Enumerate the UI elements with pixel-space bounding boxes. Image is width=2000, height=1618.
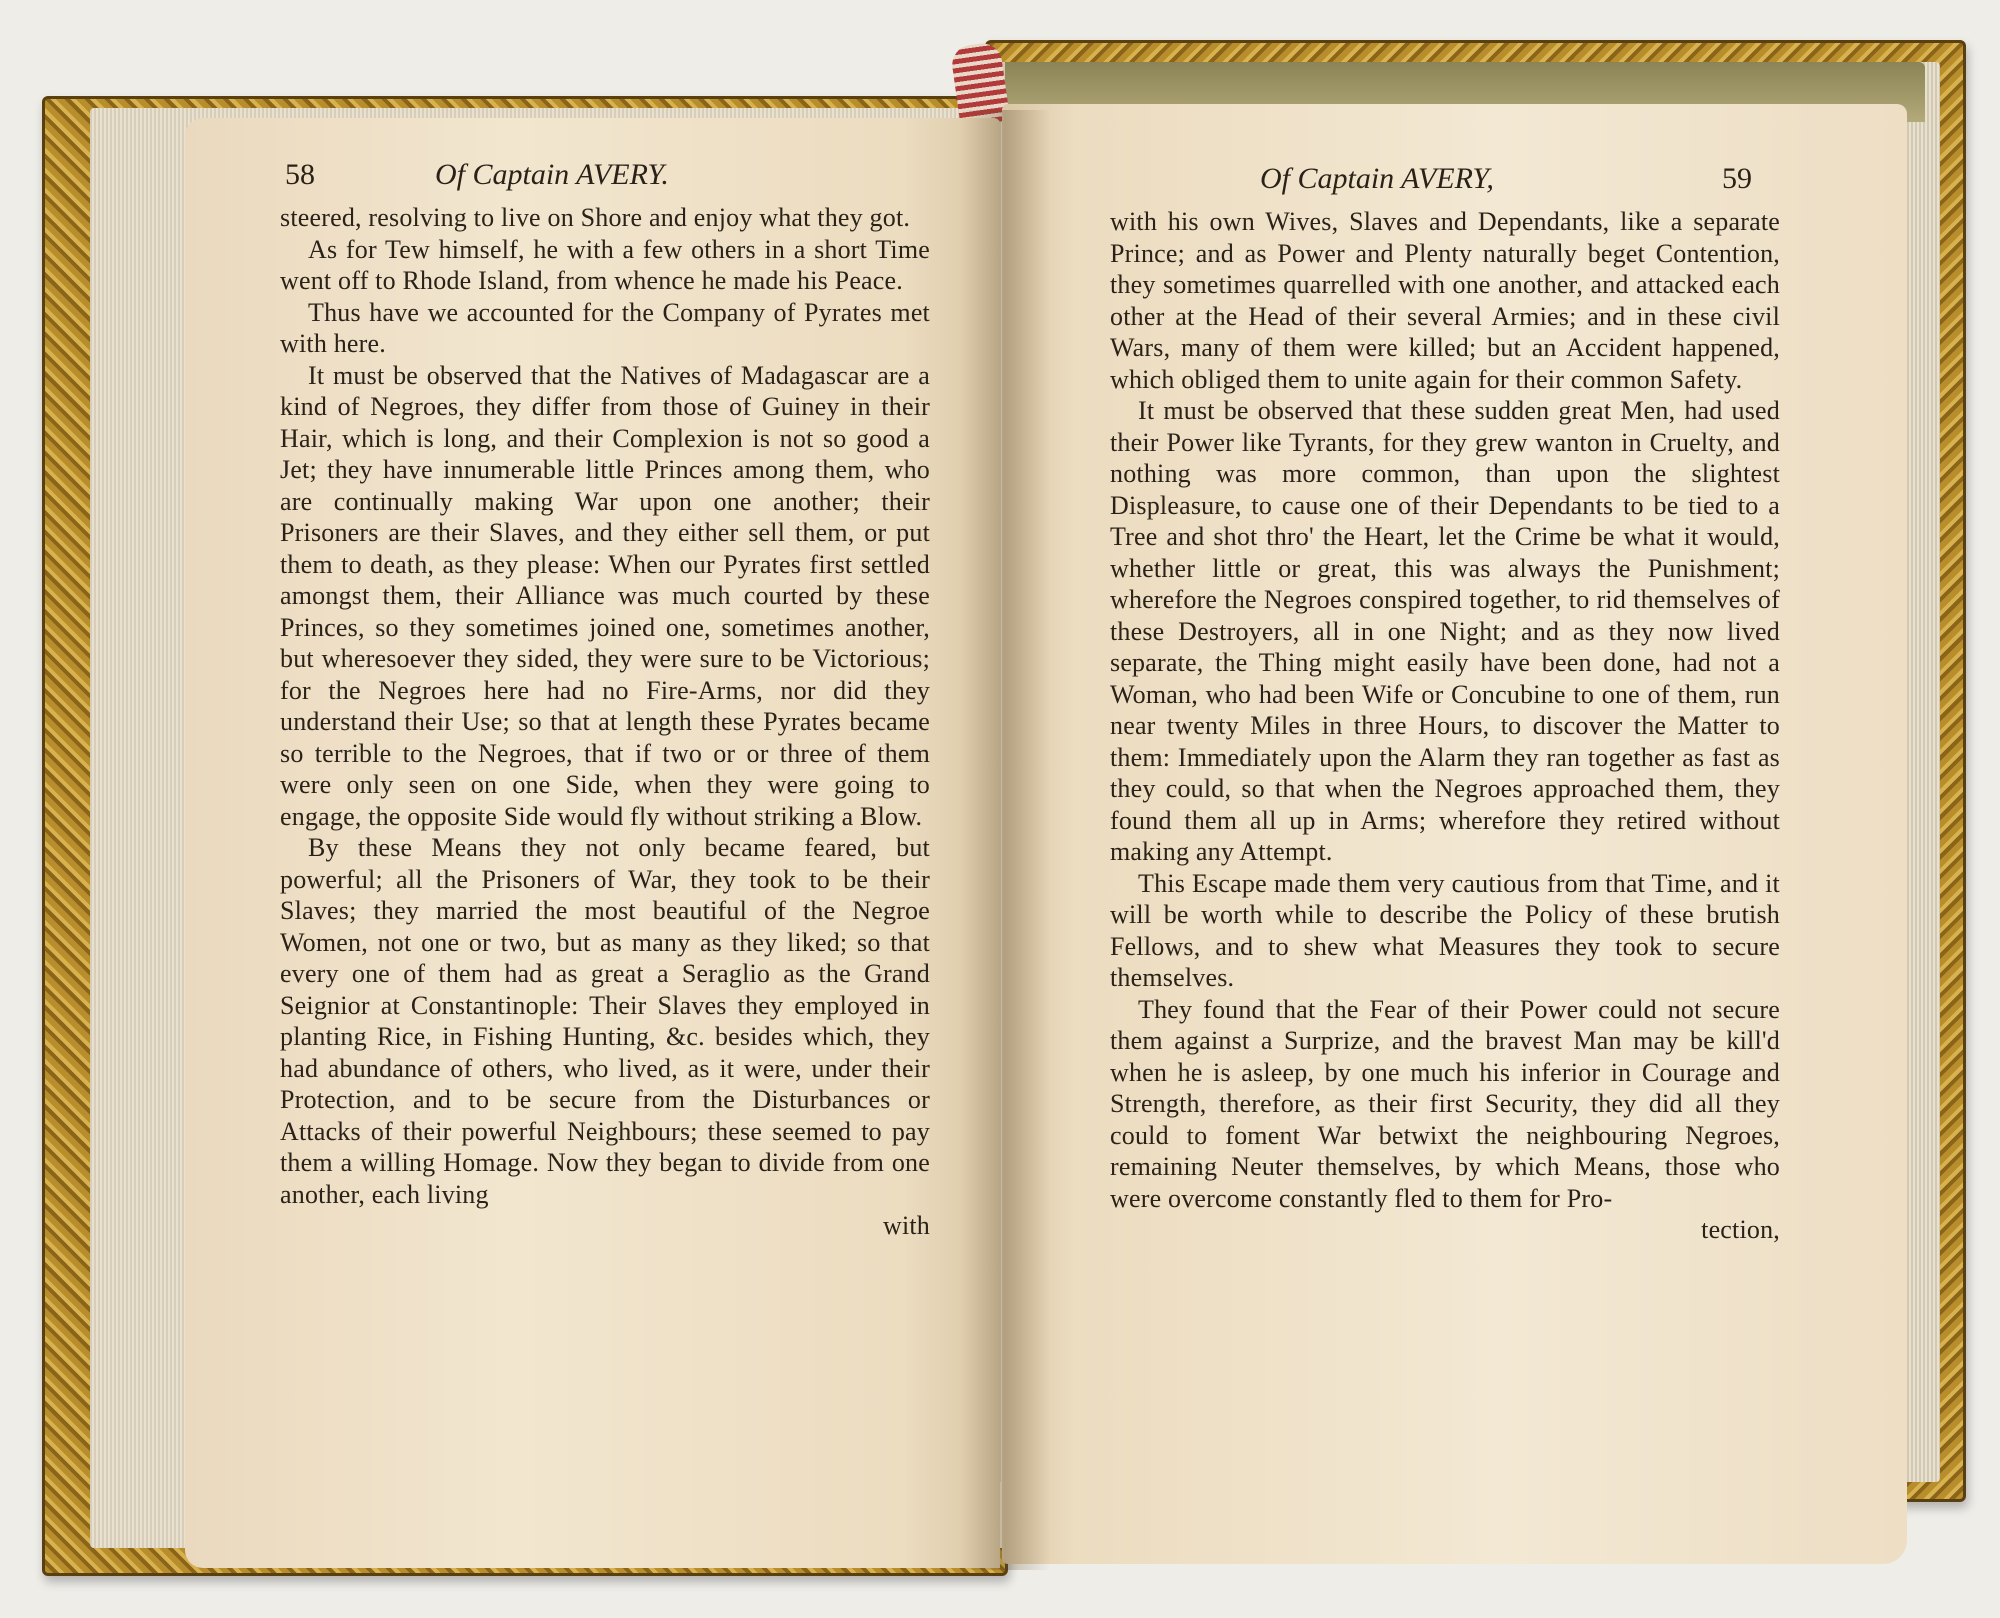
paragraph: Thus have we accounted for the Company of Pyrates met with here. <box>280 297 930 358</box>
right-page-number: 59 <box>1722 162 1752 195</box>
catchword: tection, <box>1701 1215 1780 1244</box>
left-page-text <box>280 202 930 1242</box>
paragraph: steered, resolving to live on Shore and enjoy what they got. <box>280 203 911 232</box>
paragraph: They found that the Fear of their Power could not secure them against a Surprize, and the bravest Man may be kill'd when he is asleep, by one much his inferior in Courage and Strength, therefore, as their first Security, they did all they could to foment War betwixt the neighbouring Negroes, remaining Neuter themselves, by which Means, those who were overcome constantly fled to them for Pro- <box>1110 994 1780 1213</box>
catchword: with <box>882 1211 930 1240</box>
left-page-number: 58 <box>285 158 315 191</box>
paragraph: It must be observed that the Natives of Madagascar are a kind of Negroes, they differ from those of Guiney in their Hair, which is long, and their Complexion is not so good a Jet; they have innumerable little Princes among them, who are continually making War upon one another; their Prisoners are their Slaves, and they either sell them, or put them to death, as they please: When our Pyrates first settled amongst them, their Alliance was much courted by these Princes, so they sometimes joined one, sometimes another, but wheresoever they sided, they were sure to be Victorious; for the Negroes here had no Fire-Arms, nor did they understand their Use; so that at length these Pyrates became so terrible to the Negroes, that if two or or three of them were only seen on one Side, when they were going to engage, the opposite Side would fly without striking a Blow. <box>280 360 930 831</box>
paragraph: By these Means they not only became feared, but powerful; all the Prisoners of War, they took to be their Slaves; they married the most beautiful of the Negroe Women, not one or two, but as many as they liked; so that every one of them had as great a Seraglio as the Grand Seignior at Constantinople: Their Slaves they employed in planting Rice, in Fishing Hunting, &c. besides which, they had abundance of others, who lived, as it were, under their Protection, and to be secure from the Disturbances or Attacks of their powerful Neighbours; these seemed to pay them a willing Homage. Now they began to divide from one another, each living <box>280 833 930 1209</box>
right-page <box>1002 104 1907 1564</box>
right-page-text <box>1110 206 1780 1246</box>
right-running-header: Of Captain AVERY, <box>1260 162 1494 195</box>
paragraph: As for Tew himself, he with a few others in a short Time went off to Rhode Island, from whence he made his Peace. <box>280 234 930 295</box>
left-running-header: Of Captain AVERY. <box>435 158 669 191</box>
paragraph: This Escape made them very cautious from that Time, and it will be worth while to describe the Policy of these brutish Fellows, and to shew what Measures they took to secure themselves. <box>1110 868 1780 992</box>
paragraph: It must be observed that these sudden great Men, had used their Power like Tyrants, for they grew wanton in Cruelty, and nothing was more common, than upon the slightest Displeasure, to cause one of their Dependants to be tied to a Tree and shot thro' the Heart, let the Crime be what it would, whether little or great, this was always the Punishment; wherefore the Negroes conspired together, to rid themselves of these Destroyers, all in one Night; and as they now lived separate, the Thing might easily have been done, had not a Woman, who had been Wife or Concubine to one of them, run near twenty Miles in three Hours, to discover the Matter to them: Immediately upon the Alarm they ran together as fast as they could, so that when the Negroes approached them, they found them all up in Arms; wherefore they retired without making any Attempt. <box>1110 396 1780 866</box>
paragraph: with his own Wives, Slaves and Dependants, like a separate Prince; and as Power and Plenty naturally beget Contention, they sometimes quarrelled with one another, and attacked each other at the Head of their several Armies; and in these civil Wars, many of them were killed; but an Accident happened, which obliged them to unite again for their common Safety. <box>1110 207 1780 394</box>
left-page <box>185 118 1000 1568</box>
